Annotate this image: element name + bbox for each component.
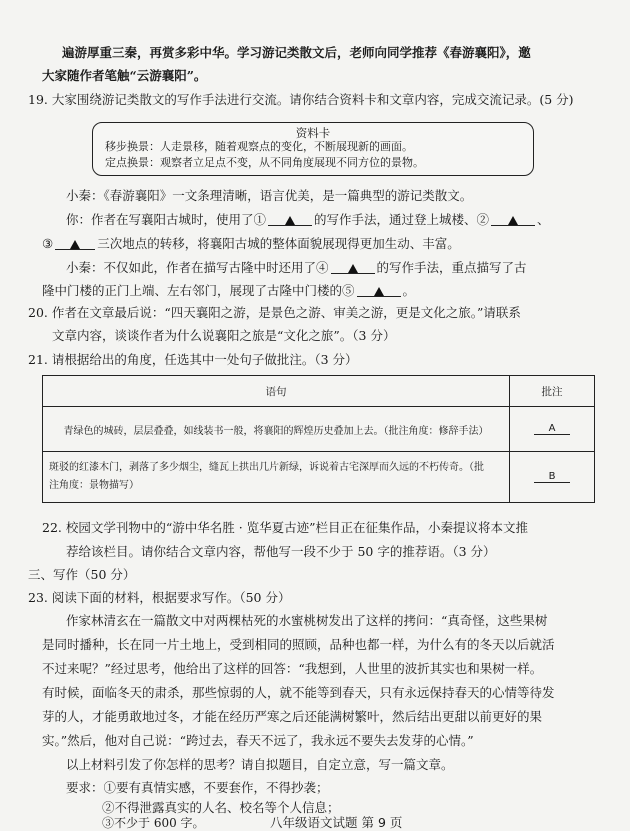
q23-material-line: 是同时播种，长在同一片土地上，受到相同的照顾，品种也都一样，为什么有的冬天以后就活 <box>42 637 555 652</box>
sentence-text-cont: 注角度：景物描写） <box>49 480 139 491</box>
table-row <box>43 452 595 503</box>
q19-line-5 <box>42 283 415 299</box>
q21-prompt: 21. 请根据给出的角度，任选其中一处句子做批注。（3 分） <box>28 352 358 367</box>
triangle-icon <box>348 264 358 273</box>
sentence-cell <box>43 452 510 503</box>
q23-material-line: 作家林清玄在一篇散文中对两棵枯死的水蜜桃树发出了这样的拷问：“真奇怪，这些果树 <box>66 613 548 628</box>
table-header-row <box>43 376 595 407</box>
q23-requirement-1: 要求：①要有真情实感，不要套作，不得抄袭； <box>66 780 329 795</box>
blank-4[interactable] <box>331 260 375 274</box>
q23-prompt: 23. 阅读下面的材料，根据要求写作。（50 分） <box>28 590 291 605</box>
q19-line5-text-a: 隆中门楼的正门上端、左右邻门，展现了古隆中门楼的⑤ <box>42 283 355 298</box>
info-card <box>92 122 534 176</box>
q19-xiaoqin-2 <box>66 260 527 276</box>
header-sentence: 语句 <box>43 376 510 407</box>
q21-table <box>42 375 595 503</box>
header-annotation: 批注 <box>510 376 595 407</box>
annotation-cell[interactable] <box>510 452 595 503</box>
q19-xiaoqin-1: 小秦：《春游襄阳》一文条理清晰，语言优美，是一篇典型的游记类散文。 <box>66 188 473 203</box>
q19-ni-text-b: 的写作手法，通过登上城楼、② <box>314 212 490 227</box>
q19-ni-line <box>66 212 550 228</box>
intro-line-1: 遍游厚重三秦，再赏多彩中华。学习游记类散文后，老师向同学推荐《春游襄阳》，邀 <box>62 45 531 60</box>
q19-line3-text-a: ③ <box>42 236 54 251</box>
annotation-label: B <box>534 471 570 483</box>
triangle-icon <box>508 216 518 225</box>
q23-material-line: 不过来呢？”经过思考，他给出了这样的回答：“我想到，人世里的波折其实也和果树一样。 <box>42 661 543 676</box>
q19-ni-text-a: 你：作者在写襄阳古城时，使用了① <box>66 212 267 227</box>
table-row <box>43 407 595 452</box>
sentence-cell: 青绿色的城砖，层层叠叠，如线装书一般，将襄阳的辉煌历史叠加上去。（批注角度：修辞手法） <box>43 407 510 452</box>
q23-material-line: 芽的人，才能勇敢地过冬，才能在经历严寒之后还能满树繁叶，然后结出更甜以前更好的果 <box>42 709 543 724</box>
q20-line-1: 20. 作者在文章最后说：“四天襄阳之游，是景色之游、审美之游，更是文化之旅。”请联系 <box>28 305 521 320</box>
info-card-line-2: 定点换景：观察者立足点不变，从不同角度展现不同方位的景物。 <box>105 156 424 169</box>
blank-3[interactable] <box>55 236 95 250</box>
triangle-icon <box>285 216 295 225</box>
q23-requirement-2: ②不得泄露真实的人名、校名等个人信息； <box>102 800 340 815</box>
triangle-icon <box>70 240 80 249</box>
q19-prompt: 19. 大家围绕游记类散文的写作手法进行交流。请你结合资料卡和文章内容，完成交流记录。(5 分) <box>28 92 574 107</box>
annotation-label: A <box>534 423 570 435</box>
blank-2[interactable] <box>491 212 535 226</box>
info-card-line-1: 移步换景：人走景移，随着观察点的变化，不断展现新的画面。 <box>105 140 413 153</box>
annotation-cell[interactable] <box>510 407 595 452</box>
q19-ni-text-c: 、 <box>537 212 550 227</box>
q19-line3-text-b: 三次地点的转移，将襄阳古城的整体面貌展现得更加生动、丰富。 <box>97 236 460 251</box>
q23-material-line: 实。”然后，他对自己说：“跨过去，春天不远了，我永远不要失去发芽的心情。” <box>42 733 474 748</box>
q19-line-3 <box>42 236 460 252</box>
q19-xq2-text-a: 小秦：不仅如此，作者在描写古隆中时还用了④ <box>66 260 329 275</box>
q22-line-2: 荐给该栏目。请你结合文章内容，帮他写一段不少于 50 字的推荐语。（3 分） <box>66 544 496 559</box>
q19-line5-text-b: 。 <box>402 283 416 298</box>
info-card-title: 资料卡 <box>295 126 331 140</box>
blank-5[interactable] <box>357 283 401 297</box>
q23-task: 以上材料引发了你怎样的思考？请自拟题目，自定立意，写一篇文章。 <box>66 757 454 772</box>
q19-xq2-text-b: 的写作手法，重点描写了古 <box>376 260 527 275</box>
page-footer: 八年级语文试题 第 9 页 <box>270 815 403 830</box>
blank-1[interactable] <box>268 212 312 226</box>
section-writing-title: 三、写作（50 分） <box>28 567 136 582</box>
q20-line-2: 文章内容，谈谈作者为什么说襄阳之旅是“文化之旅”。（3 分） <box>52 328 396 343</box>
sentence-text: 斑驳的红漆木门，剥落了多少烟尘，缝瓦上拱出几片新绿，诉说着古宅深厚而久远的不朽传奇。（批 <box>49 462 484 473</box>
intro-line-2: 大家随作者笔触“云游襄阳”。 <box>42 68 207 83</box>
q23-material-line: 有时候，面临冬天的肃杀，那些惊弱的人，就不能等到春天，只有永远保持春天的心情等待发 <box>42 685 555 700</box>
q22-line-1: 22. 校园文学刊物中的“游中华名胜 · 览华夏古迹”栏目正在征集作品，小秦提议将本文推 <box>42 520 529 535</box>
triangle-icon <box>374 287 384 296</box>
q23-requirement-3: ③不少于 600 字。 <box>102 816 205 830</box>
